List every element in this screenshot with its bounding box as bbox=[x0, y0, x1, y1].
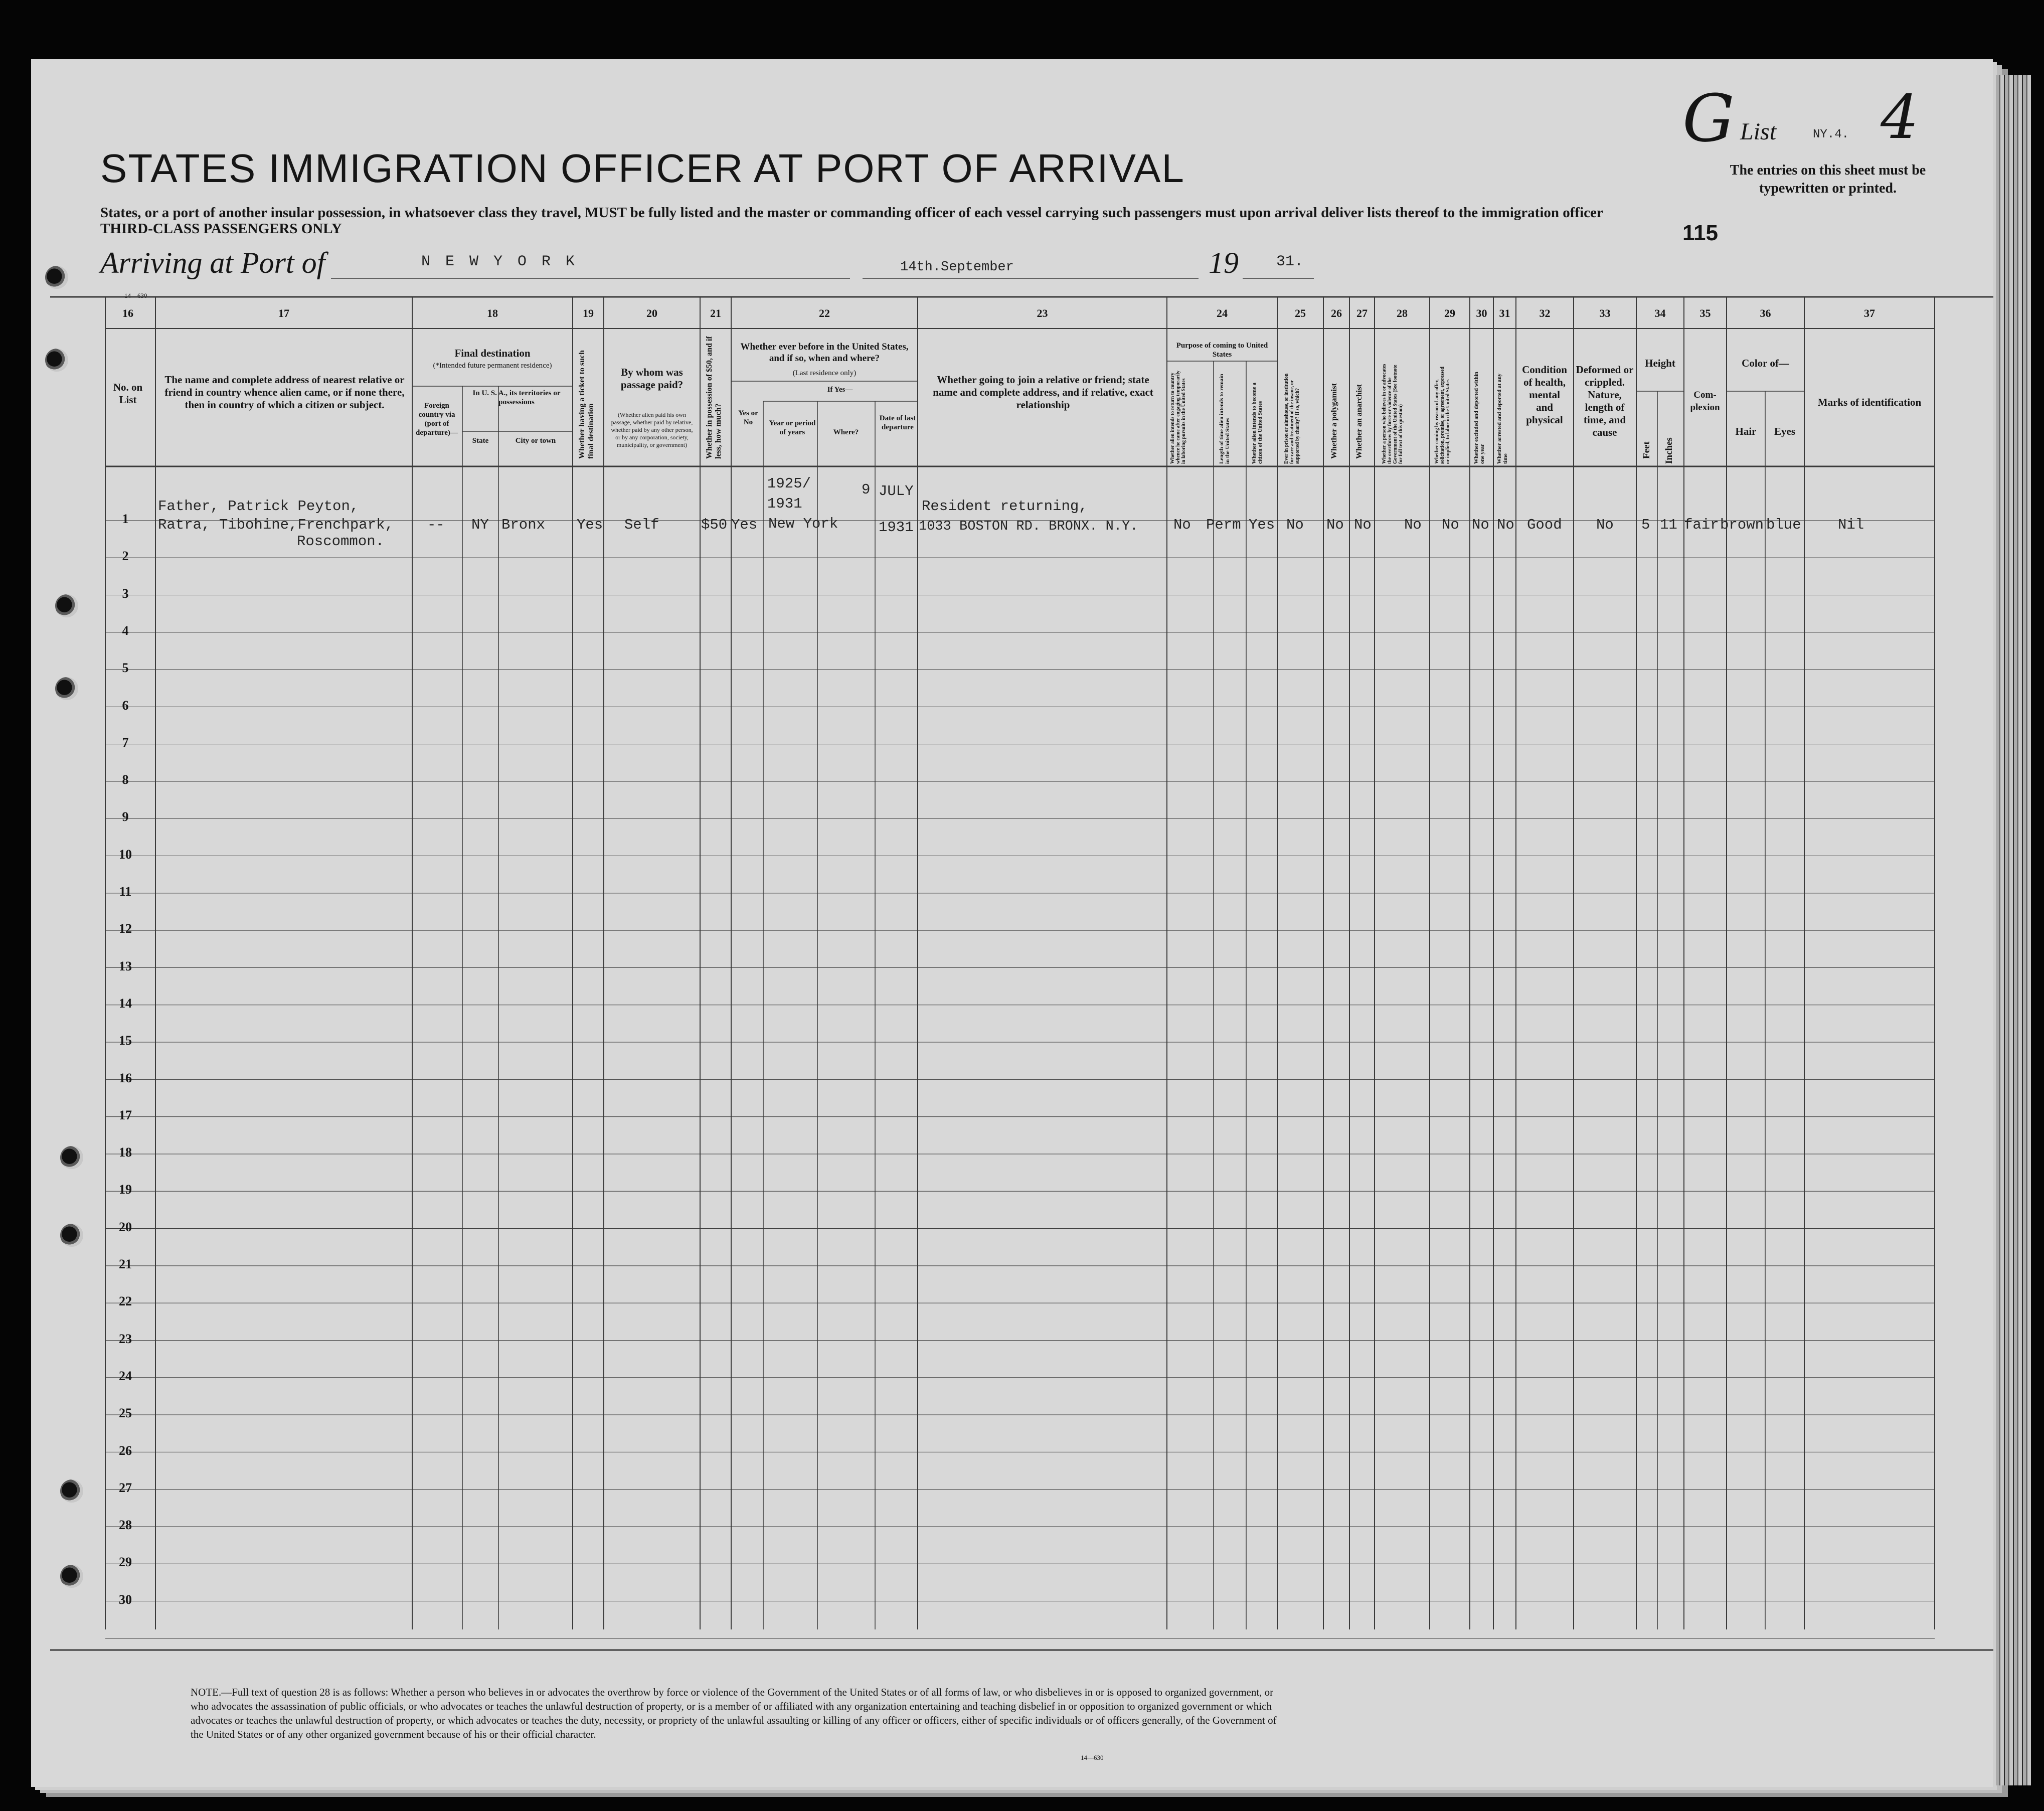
passenger-class: THIRD-CLASS PASSENGERS ONLY bbox=[100, 221, 342, 237]
relative-line-2: Ratra, Tibohine,Frenchpark, bbox=[158, 517, 394, 533]
row-number: 8 bbox=[122, 772, 129, 787]
deformed-value: No bbox=[1596, 517, 1614, 533]
heading-date-last-departure: Date of last departure bbox=[879, 414, 916, 431]
heading-eyes: Eyes bbox=[1774, 425, 1795, 437]
purpose-b-value: Perm bbox=[1206, 517, 1241, 533]
col-num-17: 17 bbox=[278, 307, 289, 319]
departure-line-1: JULY bbox=[879, 483, 914, 500]
q30-value: No bbox=[1472, 517, 1489, 533]
years-line-1: 1925/ bbox=[767, 475, 811, 492]
heading-no-on-list: No. on List bbox=[113, 381, 143, 406]
money-value: $50 bbox=[701, 517, 728, 533]
row-number: 23 bbox=[119, 1331, 132, 1346]
heading-final-destination-sub: (*Intended future permanent residence) bbox=[433, 362, 552, 370]
row-number: 30 bbox=[119, 1592, 132, 1607]
row-number: 19 bbox=[119, 1182, 132, 1197]
state-value: NY bbox=[471, 517, 489, 533]
prison-value: No bbox=[1286, 517, 1304, 533]
heading-nearest-relative: The name and complete address of nearest relative or friend in country whence alien came, or if none there, then in country of which a citizen or subject. bbox=[164, 374, 405, 411]
year-suffix: 31. bbox=[1276, 253, 1304, 270]
col-num-18: 18 bbox=[487, 307, 498, 319]
col-num-25: 25 bbox=[1295, 307, 1306, 319]
heading-yes-or-no: Yes or No bbox=[738, 409, 758, 426]
heading-anarchist: Whether an anarchist bbox=[1355, 384, 1364, 459]
list-value: NY.4. bbox=[1813, 128, 1849, 141]
row-number: 29 bbox=[119, 1555, 132, 1570]
col-num-34: 34 bbox=[1654, 307, 1666, 319]
row-number: 7 bbox=[122, 735, 129, 750]
relative-line-3: Roscommon. bbox=[297, 533, 385, 550]
years-extra: 9 bbox=[862, 481, 871, 498]
col-num-19: 19 bbox=[583, 307, 594, 319]
row-number: 5 bbox=[122, 661, 129, 676]
col-num-35: 35 bbox=[1699, 307, 1711, 319]
departure-line-2: 1931 bbox=[879, 519, 914, 536]
heading-year-period: Year or period of years bbox=[769, 419, 816, 436]
relative-line-1: Father, Patrick Peyton, bbox=[158, 498, 359, 515]
port-value: N E W Y O R K bbox=[421, 253, 578, 270]
year-prefix: 19 bbox=[1209, 246, 1239, 279]
list-letter: G bbox=[1682, 80, 1735, 156]
inches-value: 11 bbox=[1660, 517, 1677, 533]
heading-ever-before-sub: (Last residence only) bbox=[792, 369, 857, 377]
heading-foreign-country: Foreign country via (port of departure)— bbox=[416, 402, 458, 437]
heading-passage-paid: By whom was passage paid? bbox=[620, 366, 684, 391]
q29-value: No bbox=[1442, 517, 1459, 533]
col-num-23: 23 bbox=[1037, 307, 1048, 319]
row-number: 24 bbox=[119, 1368, 132, 1383]
complexion-value: fair bbox=[1684, 517, 1719, 533]
col-num-33: 33 bbox=[1599, 307, 1611, 319]
row-number: 17 bbox=[119, 1107, 132, 1122]
row-number: 22 bbox=[119, 1294, 132, 1309]
row-number: 3 bbox=[122, 586, 129, 601]
heading-hair: Hair bbox=[1735, 425, 1757, 437]
arriving-label: Arriving at Port of bbox=[100, 246, 325, 279]
q28-value: No bbox=[1404, 517, 1422, 533]
heading-purpose-b: Length of time alien intends to remain in the United States bbox=[1219, 374, 1231, 464]
joining-line-1: Resident returning, bbox=[922, 498, 1088, 515]
col-num-29: 29 bbox=[1444, 307, 1455, 319]
heading-state: State bbox=[472, 437, 489, 445]
row-number: 13 bbox=[119, 958, 132, 973]
heading-q28: Whether a person who believes in or advocates the overthrow by force or violence of the Government of the United States (See footnote for full text of this question) bbox=[1382, 364, 1404, 464]
page-number: 115 bbox=[1682, 221, 1718, 245]
heading-inches: Inches bbox=[1664, 437, 1674, 464]
heading-purpose-c: Whether alien intends to become a citizen of the United States bbox=[1251, 382, 1263, 464]
row-number: 27 bbox=[119, 1480, 132, 1495]
heading-joining-relative: Whether going to join a relative or friend; state name and complete address, and if relative, exact relationship bbox=[933, 374, 1153, 411]
row-number: 12 bbox=[119, 921, 132, 936]
heading-complexion: Com- plexion bbox=[1690, 390, 1720, 413]
row-number: 16 bbox=[119, 1070, 132, 1085]
row-number: 6 bbox=[122, 698, 129, 713]
list-label: List bbox=[1740, 118, 1777, 145]
col-num-16: 16 bbox=[122, 307, 133, 319]
heading-feet: Feet bbox=[1641, 441, 1652, 459]
hair-value: brown bbox=[1720, 517, 1764, 533]
heading-final-destination: Final destination bbox=[454, 347, 531, 359]
heading-passage-paid-sub: (Whether alien paid his own passage, whether paid by relative, whether paid by any other person, or by any corporation, society, municipality, or government) bbox=[611, 411, 693, 448]
col-num-37: 37 bbox=[1864, 307, 1875, 319]
heading-q31: Whether arrested and deported at any time bbox=[1496, 373, 1508, 464]
row-number: 25 bbox=[119, 1406, 132, 1421]
footnote-question-28: NOTE.—Full text of question 28 is as follows: Whether a person who believes in or advocates the overthrow by force or violence of the Government of the United States or of all forms of law, or who disbelieves in or is opposed to organized government, or who advocates the assassination of public officials, or who advocates or teaches the unlawful destruction of property, or is a member of or affiliated with any organization entertaining and teaching disbelief in or opposition to organized government or which advocates or teaches the unlawful destruction of property, or which advocates or teaches the duty, necessity, or propriety of the unlawful assaulting or killing of any officer or officers, either of specific individuals or of officers generally, of the Government of the United States or of any other organized government because of his or their official character. bbox=[191, 1686, 1277, 1740]
col-num-32: 32 bbox=[1539, 307, 1551, 319]
page-title: STATES IMMIGRATION OFFICER AT PORT OF ARRIVAL bbox=[100, 146, 1185, 191]
where-value: New York bbox=[768, 516, 838, 532]
heading-ever-before: Whether ever before in the United States, and if so, when and where? bbox=[740, 342, 909, 364]
heading-marks: Marks of identification bbox=[1817, 396, 1922, 408]
heading-deformed: Deformed or crippled. Nature, length of time, and cause bbox=[1576, 364, 1634, 438]
row-number: 14 bbox=[119, 996, 132, 1011]
row-number: 4 bbox=[122, 623, 129, 638]
health-value: Good bbox=[1527, 517, 1562, 533]
col-num-20: 20 bbox=[646, 307, 657, 319]
marks-value: Nil bbox=[1838, 517, 1864, 533]
heading-if-yes: If Yes— bbox=[827, 386, 853, 394]
form-code: 14—630 bbox=[1081, 1754, 1104, 1761]
row-number: 10 bbox=[119, 847, 132, 862]
feet-value: 5 bbox=[1641, 517, 1650, 533]
row-number: 1 bbox=[122, 512, 129, 526]
purpose-c-value: Yes bbox=[1249, 517, 1275, 533]
col-num-21: 21 bbox=[710, 307, 721, 319]
row-number: 20 bbox=[119, 1219, 132, 1234]
row-number: 21 bbox=[119, 1257, 132, 1271]
eyes-value: blue bbox=[1766, 517, 1801, 533]
col-num-31: 31 bbox=[1499, 307, 1510, 319]
col-num-30: 30 bbox=[1476, 307, 1487, 319]
heading-possession-50: Whether in possession of $50, and if less, how much? bbox=[705, 336, 723, 459]
heading-height: Height bbox=[1645, 357, 1675, 369]
foreign-country-value: -- bbox=[427, 517, 445, 533]
row-number: 2 bbox=[122, 549, 129, 564]
heading-purpose: Purpose of coming to United States bbox=[1176, 342, 1268, 359]
row-number: 26 bbox=[119, 1443, 132, 1458]
heading-q30: Whether excluded and deported within one year bbox=[1473, 372, 1485, 464]
row-number: 11 bbox=[119, 884, 132, 899]
header-instruction: States, or a port of another insular possession, in whatsoever class they travel, MUST be fully listed and the master or commanding officer of each vessel carrying such passengers must upon arrival deliver lists thereof to the immigration officer bbox=[100, 205, 1603, 221]
years-line-2: 1931 bbox=[767, 496, 802, 512]
heading-city: City or town bbox=[515, 437, 556, 445]
q31-value: No bbox=[1497, 517, 1514, 533]
col-num-24: 24 bbox=[1217, 307, 1228, 319]
ever-before-value: Yes bbox=[731, 517, 758, 533]
row-number: 15 bbox=[119, 1033, 132, 1048]
polygamist-value: No bbox=[1326, 517, 1344, 533]
ticket-value: Yes bbox=[577, 517, 603, 533]
row-number: 9 bbox=[122, 809, 129, 825]
col-num-28: 28 bbox=[1397, 307, 1408, 319]
col-num-26: 26 bbox=[1331, 307, 1342, 319]
col-num-27: 27 bbox=[1356, 307, 1368, 319]
purpose-a-value: No bbox=[1173, 517, 1191, 533]
heading-q29: Whether coming by reason of any offer, solicitation, promise, or agreement, expressed or implied, to labor in the United States bbox=[1434, 367, 1451, 464]
list-number: 4 bbox=[1881, 83, 1919, 152]
form-code-top: 14—630 bbox=[124, 292, 147, 299]
row-number: 18 bbox=[119, 1145, 132, 1160]
heading-color-of: Color of— bbox=[1742, 357, 1789, 369]
row-number: 28 bbox=[119, 1518, 132, 1533]
city-value: Bronx bbox=[501, 517, 546, 533]
col-num-22: 22 bbox=[819, 307, 830, 319]
heading-in-usa: In U. S. A., its territories or possessions bbox=[472, 389, 561, 406]
passage-value: Self bbox=[624, 517, 659, 533]
joining-line-2: 1033 BOSTON RD. BRONX. N.Y. bbox=[919, 519, 1138, 534]
heading-purpose-a: Whether alien intends to return to country whence he came after engaging temporarily in laboring pursuits in the United States bbox=[1170, 370, 1186, 464]
entries-note: The entries on this sheet must be typewritten or printed. bbox=[1730, 162, 1926, 196]
heading-ticket: Whether having a ticket to such final destination bbox=[578, 350, 595, 459]
heading-health: Condition of health, mental and physical bbox=[1522, 364, 1567, 426]
anarchist-value: No bbox=[1354, 517, 1372, 533]
arrival-date: 14th.September bbox=[900, 260, 1014, 275]
heading-prison: Ever in prison or almshouse, or institution for care and treatment of the insane, or supported by charity? If so, which? bbox=[1284, 373, 1300, 464]
heading-where: Where? bbox=[833, 428, 859, 436]
heading-polygamist: Whether a polygamist bbox=[1330, 383, 1338, 459]
col-num-36: 36 bbox=[1760, 307, 1771, 319]
